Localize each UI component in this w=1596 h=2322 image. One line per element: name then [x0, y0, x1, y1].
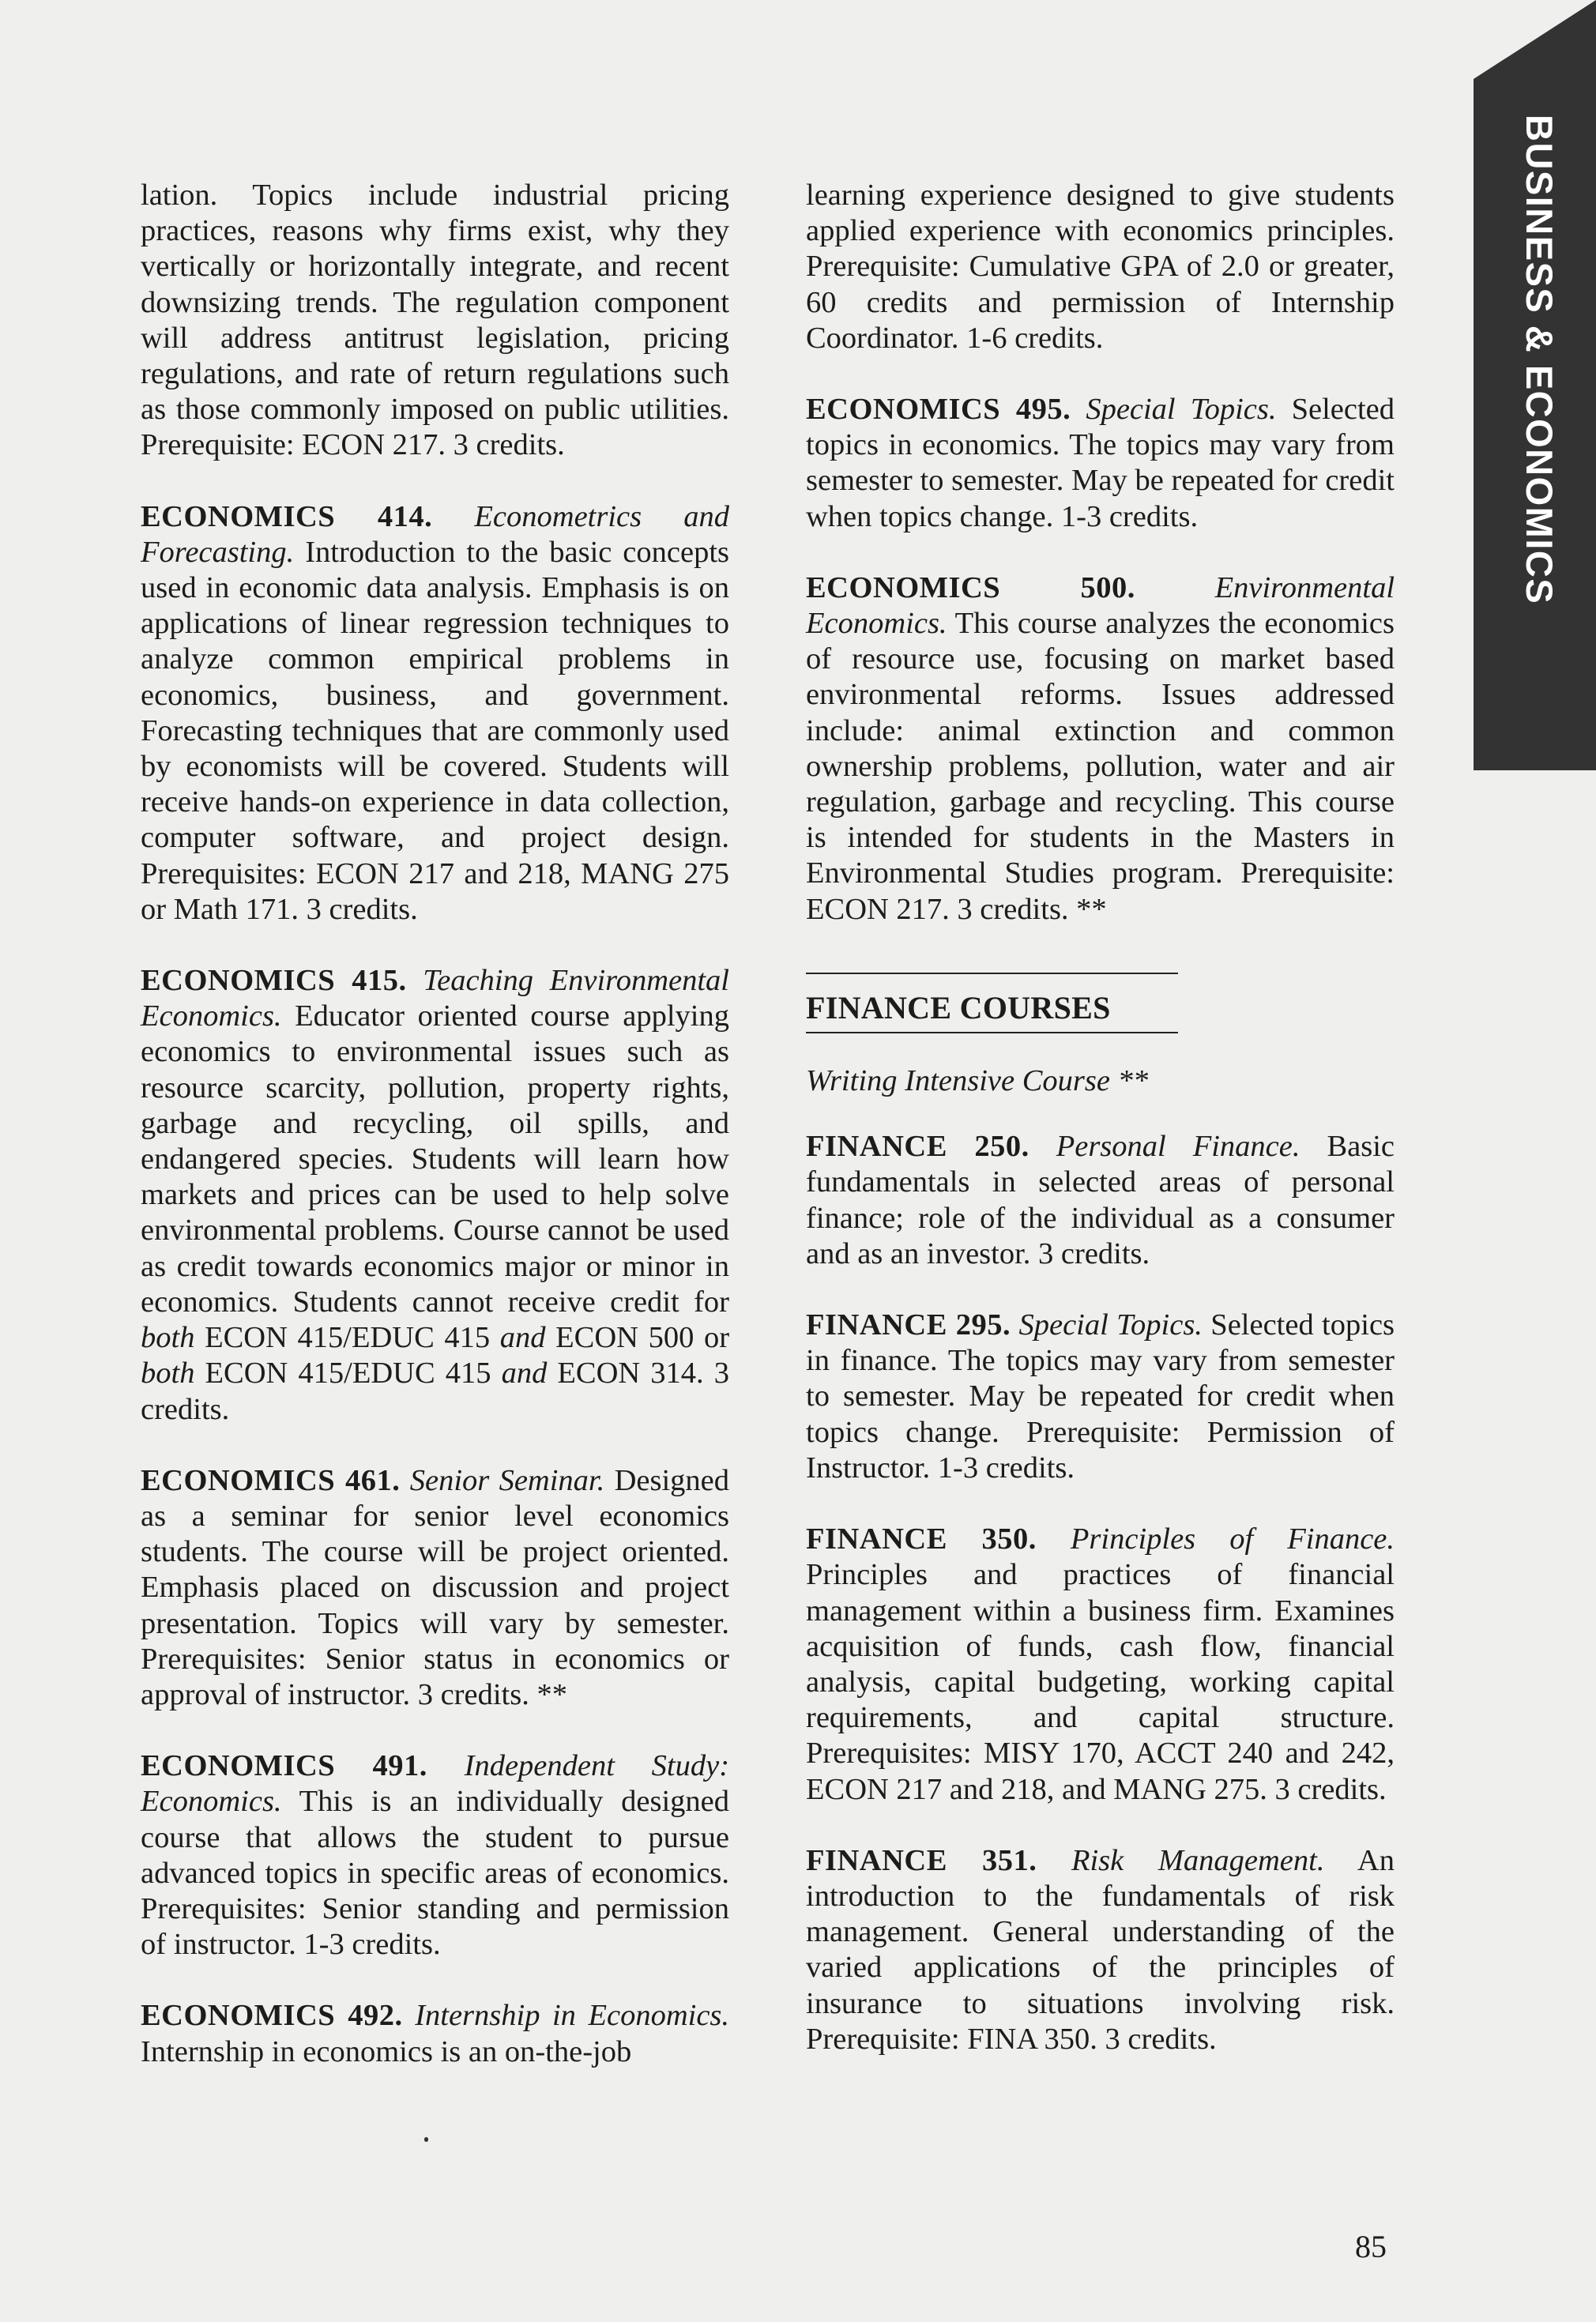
- course-econ-500: [806, 570, 1395, 928]
- course-code: ECONOMICS 495.: [806, 393, 1071, 427]
- course-fina-350: [806, 1522, 1395, 1808]
- course-fina-250: [806, 1129, 1395, 1272]
- stray-dot-mark: [424, 2137, 428, 2142]
- course-description: Introduction to the basic concepts used in economic data analysis. Emphasis is on applications of linear regression techniques to analyze common empirical problems in economics, business, and government. Forecasting techniques that are commonly used by economists will be covered. Students will receive hands-on experience in data collection, computer software, and project design. Prerequisites: ECON 217 and 218, MANG 275 or Math 171. 3 credits.: [141, 535, 729, 926]
- course-econ-495: [806, 392, 1395, 535]
- course-description: Educator oriented course applying economics to environmental issues such as resource scarcity, pollution, property rights, garbage and recycling, oil spills, and endangered species. Students will learn how markets and prices can be used to help solve environmental problems. Course cannot be used as credit towards economics major or minor in economics. Students cannot receive credit for: [141, 999, 729, 1319]
- course-title: Environmental Economics.: [806, 570, 1395, 641]
- right-column: [806, 178, 1395, 2093]
- course-fina-351: [806, 1843, 1395, 2057]
- page-number: 85: [1355, 2229, 1387, 2264]
- course-code: ECONOMICS 500.: [806, 570, 1135, 604]
- course-description: Designed as a seminar for senior level economics students. The course will be project oriented. Emphasis placed on discussion and project presentation. Topics will vary by semester. Prerequisites: Senior status in economics or approval of instructor. 3 credits. **: [141, 1463, 730, 1711]
- course-title: Special Topics.: [1086, 393, 1277, 427]
- left-column: [141, 178, 729, 2106]
- course-title: Teaching Environmental Economics.: [141, 964, 730, 1033]
- course-description: ECON 415/EDUC 415: [205, 1357, 491, 1391]
- course-description: This is an individually designed course that allows the student to pursue advanced topics in specific areas of economics. Prerequisites: Senior standing and permission of instructor. 1-3 credits.: [141, 1785, 730, 1962]
- continued-course-text: learning experience designed to give students applied experience with economics principles. Prerequisite: Cumulative GPA of 2.0 or greater, 60 credits and permission of Internship Coordinator. 1-6 credits.: [806, 179, 1395, 355]
- section-side-tab: [1474, 0, 1596, 770]
- course-code: ECONOMICS 415.: [141, 964, 407, 998]
- writing-intensive-note: Writing Intensive Course **: [806, 1064, 1149, 1098]
- side-tab-label: BUSINESS & ECONOMICS: [1519, 115, 1560, 605]
- course-title: Internship in Economics.: [415, 1999, 730, 2033]
- course-title: Econometrics and Forecasting.: [141, 499, 730, 569]
- course-code: ECONOMICS 414.: [141, 499, 433, 533]
- course-econ-492: [141, 1998, 729, 2069]
- course-title: Senior Seminar.: [409, 1463, 605, 1497]
- course-description: ECON 415/EDUC 415: [205, 1321, 491, 1355]
- course-code: FINANCE 295.: [806, 1308, 1011, 1342]
- emphasis-text: and: [499, 1321, 546, 1355]
- course-fina-295: [806, 1308, 1395, 1486]
- course-code: ECONOMICS 492.: [141, 1999, 403, 2033]
- course-code: FINANCE 350.: [806, 1522, 1037, 1556]
- course-econ-415: [141, 963, 729, 1428]
- emphasis-text: both: [141, 1321, 195, 1355]
- course-code: ECONOMICS 491.: [141, 1749, 427, 1783]
- course-description: Basic fundamentals in selected areas of personal finance; role of the individual as a consumer and as an investor. 3 credits.: [806, 1130, 1395, 1270]
- course-description: Principles and practices of financial management within a business firm. Examines acquisition of funds, cash flow, financial analysis, capital budgeting, working capital requirements, and capital structure. Prerequisites: MISY 170, ACCT 240 and 242, ECON 217 and 218, and MANG 275. 3 credits.: [806, 1558, 1395, 1806]
- course-code: ECONOMICS 461.: [141, 1463, 401, 1497]
- course-description: Internship in economics is an on-the-job: [141, 2034, 632, 2068]
- course-code: FINANCE 250.: [806, 1130, 1029, 1164]
- course-title: Independent Study: Economics.: [141, 1749, 730, 1819]
- course-description: Selected topics in economics. The topics may vary from semester to semester. May be repeated for credit when topics change. 1-3 credits.: [806, 393, 1395, 533]
- course-title: Special Topics.: [1018, 1308, 1203, 1342]
- course-description: ECON 314. 3 credits.: [141, 1357, 729, 1426]
- course-description: ECON 500 or: [555, 1321, 730, 1355]
- course-description: An introduction to the fundamentals of risk management. General understanding of the varied applications of the principles of insurance to situations involving risk. Prerequisite: FINA 350. 3 credits.: [806, 1843, 1395, 2056]
- emphasis-text: and: [501, 1357, 548, 1391]
- course-title: Risk Management.: [1071, 1843, 1325, 1877]
- course-title: Principles of Finance.: [1070, 1522, 1395, 1556]
- course-econ-414: [141, 499, 729, 928]
- finance-section-heading: FINANCE COURSES: [806, 973, 1178, 1033]
- course-description: Selected topics in finance. The topics may vary from semester to semester. May be repeated for credit when topics change. Prerequisite: Permission of Instructor. 1-3 credits.: [806, 1308, 1395, 1485]
- tab-corner-fold: [1474, 0, 1596, 79]
- course-title: Personal Finance.: [1056, 1130, 1301, 1164]
- course-description: This course analyzes the economics of resource use, focusing on market based environmental reforms. Issues addressed include: animal extinction and common ownership problems, pollution, water and air regulation, garbage and recycling. This course is intended for students in the Masters in Environmental Studies program. Prerequisite: ECON 217. 3 credits. **: [806, 607, 1395, 926]
- continued-course-text: lation. Topics include industrial pricing practices, reasons why firms exist, why they vertically or horizontally integrate, and recent downsizing trends. The regulation component will address antitrust legislation, pricing regulations, and rate of return regulations such as those commonly imposed on public utilities. Prerequisite: ECON 217. 3 credits.: [141, 179, 729, 462]
- course-econ-491: [141, 1748, 729, 1963]
- course-econ-461: [141, 1463, 729, 1713]
- course-code: FINANCE 351.: [806, 1843, 1037, 1877]
- emphasis-text: both: [141, 1357, 195, 1391]
